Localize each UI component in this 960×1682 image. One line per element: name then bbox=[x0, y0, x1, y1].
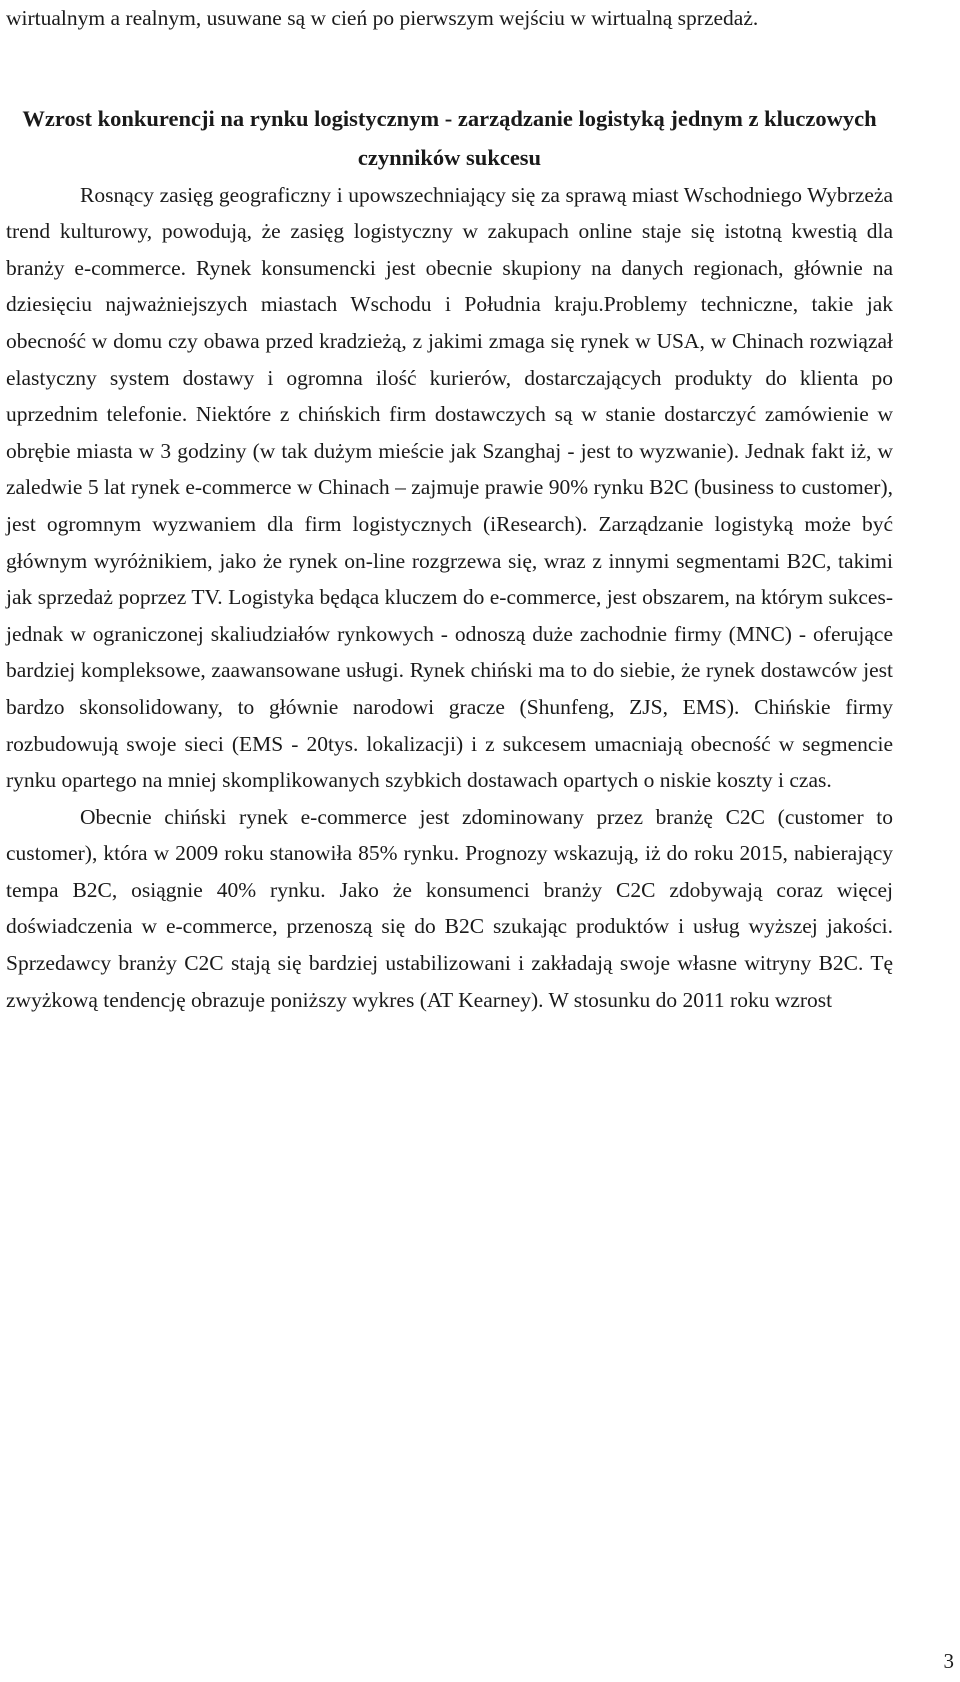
section-heading: Wzrost konkurencji na rynku logistycznym - zarządzanie logistyką jednym z kluczowych czynników sukcesu bbox=[22, 105, 877, 170]
lead-in-paragraph: wirtualnym a realnym, usuwane są w cień po pierwszym wejściu w wirtualną sprzedaż. bbox=[6, 6, 759, 30]
body-paragraph-1: Rosnący zasięg geograficzny i upowszechniający się za sprawą miast Wschodniego Wybrzeża trend kulturowy, powodują, że zasięg logistyczny w zakupach online staje się istotną kwestią dla branży e-commerce. Rynek konsumencki jest obecnie skupiony na danych regionach, głównie na dziesięciu najważniejszych miastach Wschodu i Południa kraju.Problemy techniczne, takie jak obecność w domu czy obawa przed kradzieżą, z jakimi zmaga się rynek w USA, w Chinach rozwiązał elastyczny system dostawy i ogromna ilość kurierów, dostarczających produkty do klienta po uprzednim telefonie. Niektóre z chińskich firm dostawczych są w stanie dostarczyć zamówienie w obrębie miasta w 3 godziny (w tak dużym mieście jak Szanghaj - jest to wyzwanie). Jednak fakt iż, w zaledwie 5 lat rynek e-commerce w Chinach – zajmuje prawie 90% rynku B2C (business to customer), jest ogromnym wyzwaniem dla firm logistycznych (iResearch). Zarządzanie logistyką może być głównym wyróżnikiem, jako że rynek on-line rozgrzewa się, wraz z innymi segmentami B2C, takimi jak sprzedaż poprzez TV. Logistyka będąca kluczem do e-commerce, jest obszarem, na którym sukces- jednak w ograniczonej skaliudziałów rynkowych - odnoszą duże zachodnie firmy (MNC) - oferujące bardziej kompleksowe, zaawansowane usługi. Rynek chiński ma to do siebie, że rynek dostawców jest bardzo skonsolidowany, to głównie narodowi gracze (Shunfeng, ZJS, EMS). Chińskie firmy rozbudowują swoje sieci (EMS - 20tys. lokalizacji) i z sukcesem umacniają obecność w segmencie rynku opartego na mniej skomplikowanych szybkich dostawach opartych o niskie koszty i czas. bbox=[6, 182, 893, 793]
body-paragraph-2: Obecnie chiński rynek e-commerce jest zdominowany przez branżę C2C (customer to customer), która w 2009 roku stanowiła 85% rynku. Prognozy wskazują, iż do roku 2015, nabierający tempa B2C, osiągnie 40% rynku. Jako że konsumenci branży C2C zdobywają coraz więcej doświadczenia w e-commerce, przenoszą się do B2C szukając produktów i usług wyższej jakości. Sprzedawcy branży C2C stają się bardziej ustabilizowani i zakładają swoje własne witryny B2C. Tę zwyżkową tendencję obrazuje poniższy wykres (AT Kearney). W stosunku do 2011 roku wzrost bbox=[6, 804, 893, 1012]
document-page bbox=[6, 0, 893, 1018]
page-number: 3 bbox=[943, 1649, 954, 1673]
